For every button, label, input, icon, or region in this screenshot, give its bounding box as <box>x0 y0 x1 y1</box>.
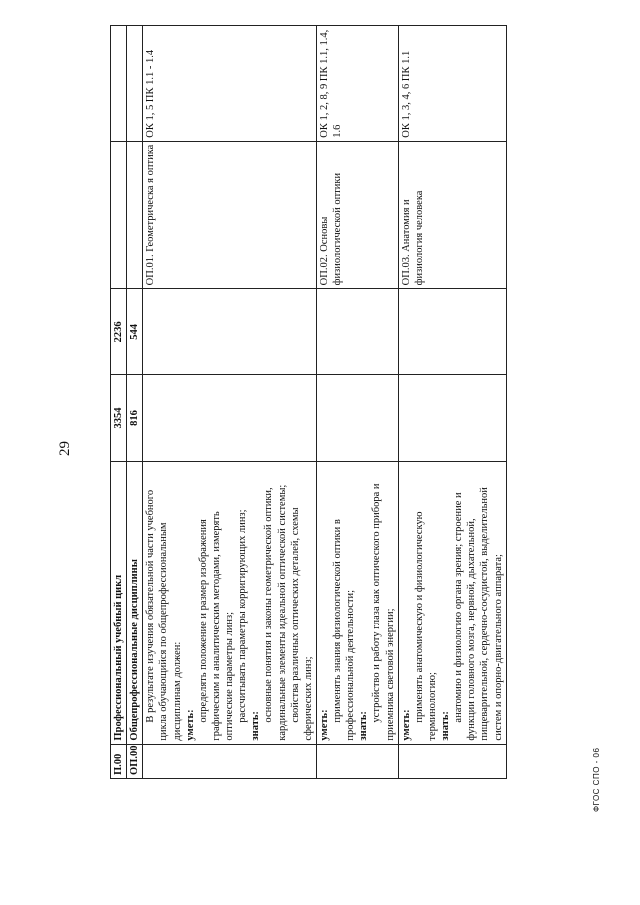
znat-item: анатомию и физиологию органа зрения; строение и функции головного мозга, нервной, дыхательной, пищеварительной, сердечно-сосудистой, выделительной систем и опорно-двигательного аппарата; <box>453 487 504 741</box>
znat-item: устройство и работу глаза как оптического прибора и приемника световой энергии; <box>371 483 396 741</box>
table-row-op00 <box>127 26 143 779</box>
znat-item: свойства различных оптических деталей, схемы сферических линз; <box>289 507 314 741</box>
table-row-p00 <box>111 26 127 779</box>
intro-text: В результате изучения обязательной части учебного цикла обучающийся по общепрофессиональным дисциплинам должен: <box>145 489 183 741</box>
cell-empty <box>398 744 506 778</box>
umet-label: уметь: <box>400 709 412 741</box>
rotated-table-wrapper <box>110 25 612 779</box>
document-footer: ФГОС СПО - 06 <box>592 747 601 812</box>
cell-competencies: ОК 1, 2, 8, 9 ПК 1.1, 1.4, 1.6 <box>316 26 398 142</box>
znat-label: знать: <box>358 711 370 741</box>
znat-label: знать: <box>440 711 451 741</box>
znat-label: знать: <box>250 711 262 741</box>
cell-discipline: ОП.01. Геометрическа я оптика <box>143 141 317 289</box>
cell-obligatory: 544 <box>127 289 143 375</box>
cell-empty <box>316 744 398 778</box>
cell-empty <box>127 141 143 289</box>
cell-code: П.00 <box>111 744 127 778</box>
cell-empty <box>127 26 143 142</box>
cell-competencies: ОК 1, 3, 4, 6 ПК 1.1 <box>398 26 506 142</box>
cell-discipline: ОП.03. Анатомия и физиология человека <box>398 141 506 289</box>
umet-item: применять знания физиологической оптики в профессиональной деятельности; <box>332 519 357 741</box>
umet-item: определять положение и размер изображения графическим и аналитическим методами, измерять оптические параметры линз; <box>197 511 235 741</box>
cell-empty <box>398 289 506 375</box>
cell-empty <box>143 744 317 778</box>
cell-empty <box>316 375 398 461</box>
umet-item: рассчитывать параметры корригирующих линз; <box>237 509 249 723</box>
cell-requirements <box>143 461 317 744</box>
cell-empty <box>316 289 398 375</box>
umet-label: уметь: <box>318 709 330 741</box>
cell-empty <box>143 289 317 375</box>
cell-empty <box>143 375 317 461</box>
page-number: 29 <box>57 441 73 456</box>
umet-label: уметь: <box>184 709 196 741</box>
cell-obligatory: 2236 <box>111 289 127 375</box>
cell-empty <box>398 375 506 461</box>
cell-title: Профессиональный учебный цикл <box>111 461 127 744</box>
cell-max: 816 <box>127 375 143 461</box>
cell-empty <box>111 141 127 289</box>
cell-max: 3354 <box>111 375 127 461</box>
znat-item: основные понятия и законы геометрической оптики, кардинальные элементы идеальной оптической системы; <box>263 484 288 741</box>
cell-title: Общепрофессиональные дисциплины <box>127 461 143 744</box>
cell-code: ОП.00 <box>127 744 143 778</box>
umet-item: применять анатомическую и физиологическую терминологию; <box>413 511 438 741</box>
cell-empty <box>111 26 127 142</box>
cell-requirements <box>316 461 398 744</box>
cell-discipline: ОП.02. Основы физиологической оптики <box>316 141 398 289</box>
curriculum-table <box>110 25 507 779</box>
cell-requirements <box>398 461 506 744</box>
table-row-op02 <box>316 26 398 779</box>
table-row-op03 <box>398 26 506 779</box>
table-row-op01 <box>143 26 317 779</box>
cell-competencies: ОК 1, 5 ПК 1.1 - 1.4 <box>143 26 317 142</box>
